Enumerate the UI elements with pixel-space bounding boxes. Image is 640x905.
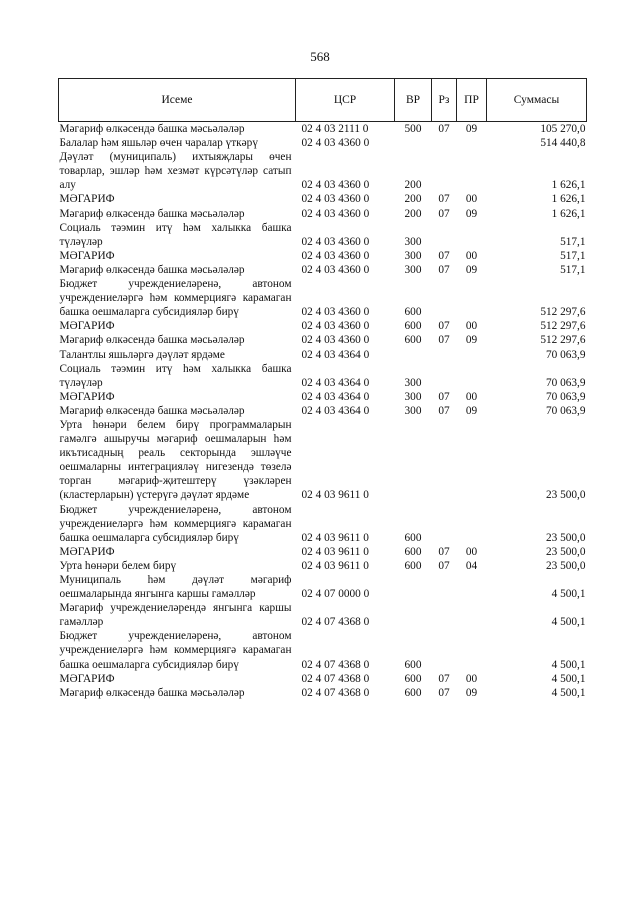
cell-sum: 23 500,0 — [545, 559, 586, 572]
cell-rz: 07 — [438, 207, 450, 220]
table-row — [59, 672, 587, 686]
cell-name: Социаль тәэмин итү һәм халыкка башка түләүләр — [59, 362, 292, 389]
cell-name: Муниципаль һәм дәүләт мәгариф оешмаларында янгынга каршы гамәлләр — [59, 574, 292, 601]
cell-csr: 02 4 03 4360 0 — [301, 306, 370, 319]
cell-pr — [457, 221, 487, 249]
cell-pr: 00 — [465, 193, 478, 206]
cell-csr: 02 4 03 4360 0 — [301, 207, 370, 220]
cell-pr: 09 — [465, 334, 478, 347]
header-rz: Рз — [432, 79, 457, 122]
cell-vr: 600 — [404, 658, 422, 671]
cell-vr: 300 — [404, 404, 422, 417]
cell-rz: 07 — [438, 545, 450, 558]
cell-rz — [432, 362, 457, 390]
table-row — [59, 362, 587, 390]
cell-rz: 07 — [438, 320, 450, 333]
cell-name: Социаль тәэмин итү һәм халыкка башка түләүләр — [59, 221, 292, 248]
cell-csr: 02 4 07 4368 0 — [301, 616, 370, 629]
cell-vr: 200 — [404, 193, 422, 206]
cell-sum: 514 440,8 — [540, 137, 586, 150]
cell-csr: 02 4 03 4360 0 — [301, 263, 370, 276]
cell-vr — [395, 418, 432, 503]
cell-csr: 02 4 07 0000 0 — [301, 588, 370, 601]
cell-vr: 600 — [404, 306, 422, 319]
cell-sum: 4 500,1 — [551, 616, 586, 629]
cell-vr: 600 — [404, 334, 422, 347]
cell-sum: 512 297,6 — [540, 320, 586, 333]
table-row — [59, 249, 587, 263]
cell-vr — [395, 601, 432, 629]
table-row — [59, 136, 587, 150]
cell-vr: 300 — [404, 249, 422, 262]
cell-name: Мәгариф өлкәсендә башка мәсьәләләр — [59, 123, 245, 135]
cell-csr: 02 4 07 4368 0 — [301, 658, 370, 671]
cell-name: Мәгариф учреждениеләрендә янгынга каршы гамәлләр — [59, 602, 292, 629]
cell-pr: 00 — [465, 249, 478, 262]
cell-name: МӘГАРИФ — [59, 545, 115, 558]
cell-pr — [457, 573, 487, 601]
cell-sum: 512 297,6 — [540, 306, 586, 319]
cell-name: Урта һөнәри белем бирү программаларын гамәлгә ашыручы мәгариф оешмаларын һәм икътисадның реаль секторында эшләүче оешмаларны интеграцияләү нигезендә төзелә торган мәгариф-җитештерү үзәкләрен (кластерларын) үстерүгә дәүләт ярдәме — [59, 418, 292, 502]
cell-name: МӘГАРИФ — [59, 249, 115, 262]
cell-sum: 4 500,1 — [551, 686, 586, 699]
cell-csr: 02 4 03 4360 0 — [301, 193, 370, 206]
cell-sum: 70 063,9 — [545, 390, 586, 403]
cell-pr — [457, 629, 487, 671]
cell-vr: 600 — [404, 686, 422, 699]
cell-vr: 200 — [404, 207, 422, 220]
cell-sum: 4 500,1 — [551, 672, 586, 685]
cell-pr — [457, 277, 487, 319]
cell-vr: 600 — [404, 672, 422, 685]
cell-vr: 300 — [404, 390, 422, 403]
cell-csr: 02 4 03 2111 0 — [301, 123, 369, 135]
cell-name: Дәүләт (муниципаль) ихтыяҗлары өчен товарлар, эшләр һәм хезмәт күрсәтүләр сатып алу — [59, 151, 292, 192]
table-row — [59, 348, 587, 362]
cell-name: Урта һөнәри белем бирү — [59, 559, 177, 572]
table-row — [59, 150, 587, 192]
cell-name: Бюджет учреждениеләренә, автоном учреждениеләргә һәм коммерциягә карамаган башка оешмаларга субсидияләр бирү — [59, 278, 292, 319]
cell-vr — [395, 348, 432, 362]
cell-vr: 200 — [404, 179, 422, 192]
cell-name: Мәгариф өлкәсендә башка мәсьәләләр — [59, 207, 245, 220]
cell-name: МӘГАРИФ — [59, 672, 115, 685]
cell-rz — [432, 629, 457, 671]
cell-pr: 00 — [465, 672, 478, 685]
table-row — [59, 263, 587, 277]
table-row — [59, 629, 587, 671]
cell-vr — [395, 573, 432, 601]
page-number: 568 — [310, 49, 330, 64]
cell-vr: 300 — [404, 263, 422, 276]
cell-name: Мәгариф өлкәсендә башка мәсьәләләр — [59, 404, 245, 417]
cell-rz: 07 — [438, 404, 450, 417]
cell-sum: 512 297,6 — [540, 334, 586, 347]
cell-name: МӘГАРИФ — [59, 390, 115, 403]
cell-rz: 07 — [438, 193, 450, 206]
cell-name: Мәгариф өлкәсендә башка мәсьәләләр — [59, 334, 245, 347]
cell-rz — [432, 573, 457, 601]
table-header — [59, 79, 587, 122]
cell-rz — [432, 277, 457, 319]
cell-rz: 07 — [438, 559, 450, 572]
cell-rz — [432, 136, 457, 150]
cell-rz: 07 — [438, 263, 450, 276]
cell-csr: 02 4 03 4360 0 — [301, 235, 370, 248]
cell-name: Бюджет учреждениеләренә, автоном учреждениеләргә һәм коммерциягә карамаган башка оешмаларга субсидияләр бирү — [59, 503, 292, 544]
cell-pr — [457, 136, 487, 150]
cell-csr: 02 4 03 9611 0 — [301, 489, 369, 502]
cell-pr — [457, 348, 487, 362]
cell-sum: 517,1 — [560, 263, 586, 276]
cell-pr — [457, 362, 487, 390]
cell-name: МӘГАРИФ — [59, 320, 115, 333]
cell-pr — [457, 150, 487, 192]
cell-rz: 07 — [438, 249, 450, 262]
table-row — [59, 418, 587, 503]
cell-csr: 02 4 03 4360 0 — [301, 137, 370, 150]
table-row — [59, 573, 587, 601]
cell-sum: 517,1 — [560, 235, 586, 248]
cell-csr: 02 4 03 4364 0 — [301, 390, 370, 403]
table-row — [59, 319, 587, 333]
cell-vr: 600 — [404, 559, 422, 572]
header-row — [59, 79, 587, 122]
cell-pr: 09 — [465, 123, 478, 135]
cell-sum: 4 500,1 — [551, 658, 586, 671]
header-name: Исеме — [59, 79, 296, 122]
cell-sum: 105 270,0 — [540, 123, 586, 135]
table-body — [59, 122, 587, 700]
cell-csr: 02 4 03 4360 0 — [301, 320, 370, 333]
cell-csr: 02 4 03 4360 0 — [301, 179, 370, 192]
cell-sum: 517,1 — [560, 249, 586, 262]
cell-pr: 00 — [465, 390, 478, 403]
cell-vr — [395, 136, 432, 150]
cell-name: Бюджет учреждениеләренә, автоном учреждениеләргә һәм коммерциягә карамаган башка оешмаларга субсидияләр бирү — [59, 630, 292, 671]
table-row — [59, 221, 587, 249]
header-vr: ВР — [395, 79, 432, 122]
header-sum: Суммасы — [487, 79, 587, 122]
cell-rz — [432, 150, 457, 192]
table-row — [59, 333, 587, 347]
cell-pr — [457, 601, 487, 629]
cell-sum: 23 500,0 — [545, 545, 586, 558]
cell-csr: 02 4 03 4360 0 — [301, 334, 370, 347]
table-row — [59, 503, 587, 545]
cell-csr: 02 4 03 4360 0 — [301, 249, 370, 262]
cell-rz: 07 — [438, 334, 450, 347]
cell-csr: 02 4 07 4368 0 — [301, 686, 370, 699]
cell-sum: 1 626,1 — [551, 193, 586, 206]
cell-rz — [432, 418, 457, 503]
cell-csr: 02 4 03 9611 0 — [301, 531, 369, 544]
cell-csr: 02 4 03 9611 0 — [301, 545, 369, 558]
budget-table — [58, 78, 587, 700]
cell-vr: 300 — [404, 235, 422, 248]
cell-pr: 09 — [465, 207, 478, 220]
cell-csr: 02 4 03 9611 0 — [301, 559, 369, 572]
cell-rz: 07 — [438, 123, 450, 135]
cell-pr: 09 — [465, 404, 478, 417]
cell-csr: 02 4 03 4364 0 — [301, 348, 370, 361]
cell-sum: 70 063,9 — [545, 348, 586, 361]
table-row — [59, 192, 587, 206]
cell-pr: 00 — [465, 545, 478, 558]
cell-name: Мәгариф өлкәсендә башка мәсьәләләр — [59, 686, 245, 699]
cell-name: Балалар һәм яшьләр өчен чаралар үткәрү — [59, 137, 258, 150]
cell-csr: 02 4 07 4368 0 — [301, 672, 370, 685]
cell-vr: 500 — [404, 123, 422, 135]
cell-pr: 09 — [465, 686, 478, 699]
cell-pr: 00 — [465, 320, 478, 333]
cell-vr: 300 — [404, 376, 422, 389]
table-row — [59, 559, 587, 573]
cell-rz — [432, 503, 457, 545]
cell-vr: 600 — [404, 545, 422, 558]
cell-name: МӘГАРИФ — [59, 193, 115, 206]
cell-sum: 1 626,1 — [551, 179, 586, 192]
cell-rz — [432, 601, 457, 629]
cell-rz — [432, 348, 457, 362]
cell-sum: 23 500,0 — [545, 489, 586, 502]
cell-csr: 02 4 03 4364 0 — [301, 376, 370, 389]
cell-rz: 07 — [438, 390, 450, 403]
table-row — [59, 404, 587, 418]
cell-vr: 600 — [404, 531, 422, 544]
cell-rz — [432, 221, 457, 249]
cell-name: Мәгариф өлкәсендә башка мәсьәләләр — [59, 263, 245, 276]
cell-pr — [457, 503, 487, 545]
cell-sum: 4 500,1 — [551, 588, 586, 601]
cell-pr: 04 — [465, 559, 478, 572]
cell-pr — [457, 418, 487, 503]
table-row — [59, 207, 587, 221]
cell-pr: 09 — [465, 263, 478, 276]
table-row — [59, 601, 587, 629]
cell-sum: 70 063,9 — [545, 404, 586, 417]
cell-sum: 23 500,0 — [545, 531, 586, 544]
cell-sum: 70 063,9 — [545, 376, 586, 389]
cell-rz: 07 — [438, 686, 450, 699]
cell-name: Талантлы яшьләргә дәүләт ярдәме — [59, 348, 225, 361]
cell-sum: 1 626,1 — [551, 207, 586, 220]
table-row — [59, 122, 587, 137]
header-pr: ПР — [457, 79, 487, 122]
table-row — [59, 277, 587, 319]
cell-csr: 02 4 03 4364 0 — [301, 404, 370, 417]
header-csr: ЦСР — [296, 79, 395, 122]
table-row — [59, 686, 587, 700]
table-row — [59, 390, 587, 404]
table-row — [59, 545, 587, 559]
cell-vr: 600 — [404, 320, 422, 333]
cell-rz: 07 — [438, 672, 450, 685]
